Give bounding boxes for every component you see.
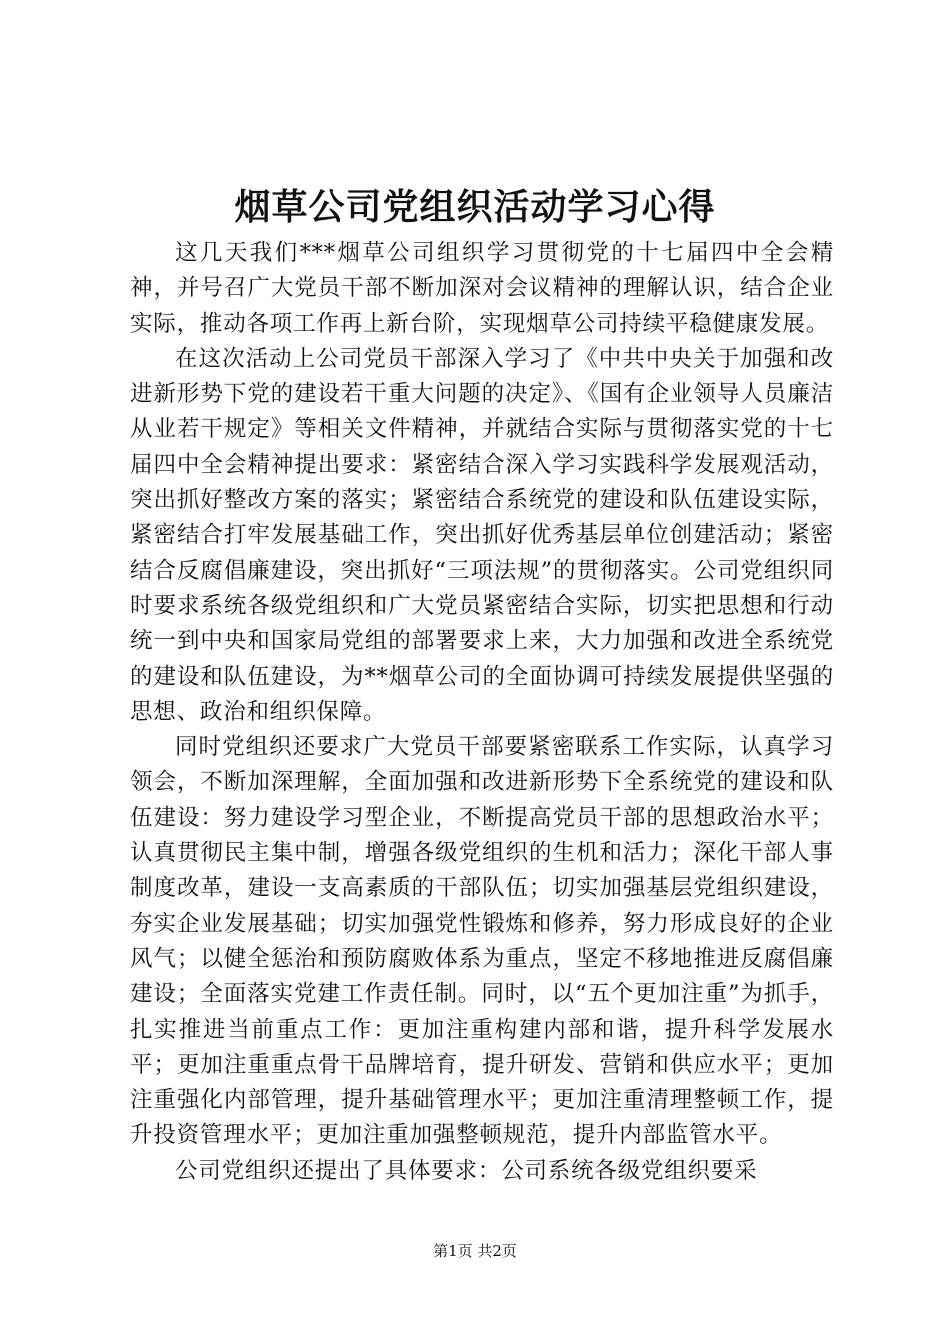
document-title: 烟草公司党组织活动学习心得 — [234, 186, 716, 228]
document-body — [130, 236, 834, 1189]
paragraph-1: 这几天我们***烟草公司组织学习贯彻党的十七届四中全会精神，并号召广大党员干部不断加深对会议精神的理解认识，结合企业实际，推动各项工作再上新台阶，实现烟草公司持续平稳健康发展。 — [130, 240, 834, 337]
paragraph-4: 公司党组织还提出了具体要求：公司系统各级党组织要采 — [175, 1157, 758, 1184]
paragraph-2: 在这次活动上公司党员干部深入学习了《中共中央关于加强和改进新形势下党的建设若干重大问题的决定》、《国有企业领导人员廉洁从业若干规定》等相关文件精神，并就结合实际与贯彻落实党的十七届四中全会精神提出要求：紧密结合深入学习实践科学发展观活动，突出抓好整改方案的落实；紧密结合系统党的建设和队伍建设实际，紧密结合打牢发展基础工作，突出抓好优秀基层单位创建活动；紧密结合反腐倡廉建设，突出抓好“三项法规”的贯彻落实。公司党组织同时要求系统各级党组织和广大党员紧密结合实际，切实把思想和行动统一到中央和国家局党组的部署要求上来，大力加强和改进全系统党的建设和队伍建设，为**烟草公司的全面协调可持续发展提供坚强的思想、政治和组织保障。 — [130, 345, 834, 725]
paragraph-3: 同时党组织还要求广大党员干部要紧密联系工作实际，认真学习领会，不断加深理解，全面加强和改进新形势下全系统党的建设和队伍建设：努力建设学习型企业，不断提高党员干部的思想政治水平；认真贯彻民主集中制，增强各级党组织的生机和活力；深化干部人事制度改革，建设一支高素质的干部队伍；切实加强基层党组织建设，夯实企业发展基础；切实加强党性锻炼和修养，努力形成良好的企业风气；以健全惩治和预防腐败体系为重点，坚定不移地推进反腐倡廉建设；全面落实党建工作责任制。同时，以“五个更加注重”为抓手，扎实推进当前重点工作：更加注重构建内部和谐，提升科学发展水平；更加注重重点骨干品牌培育，提升研发、营销和供应水平；更加注重强化内部管理，提升基础管理水平；更加注重清理整顿工作，提升投资管理水平；更加注重加强整顿规范，提升内部监管水平。 — [130, 734, 834, 1149]
page-footer: 第1页 共2页 — [433, 1242, 517, 1260]
